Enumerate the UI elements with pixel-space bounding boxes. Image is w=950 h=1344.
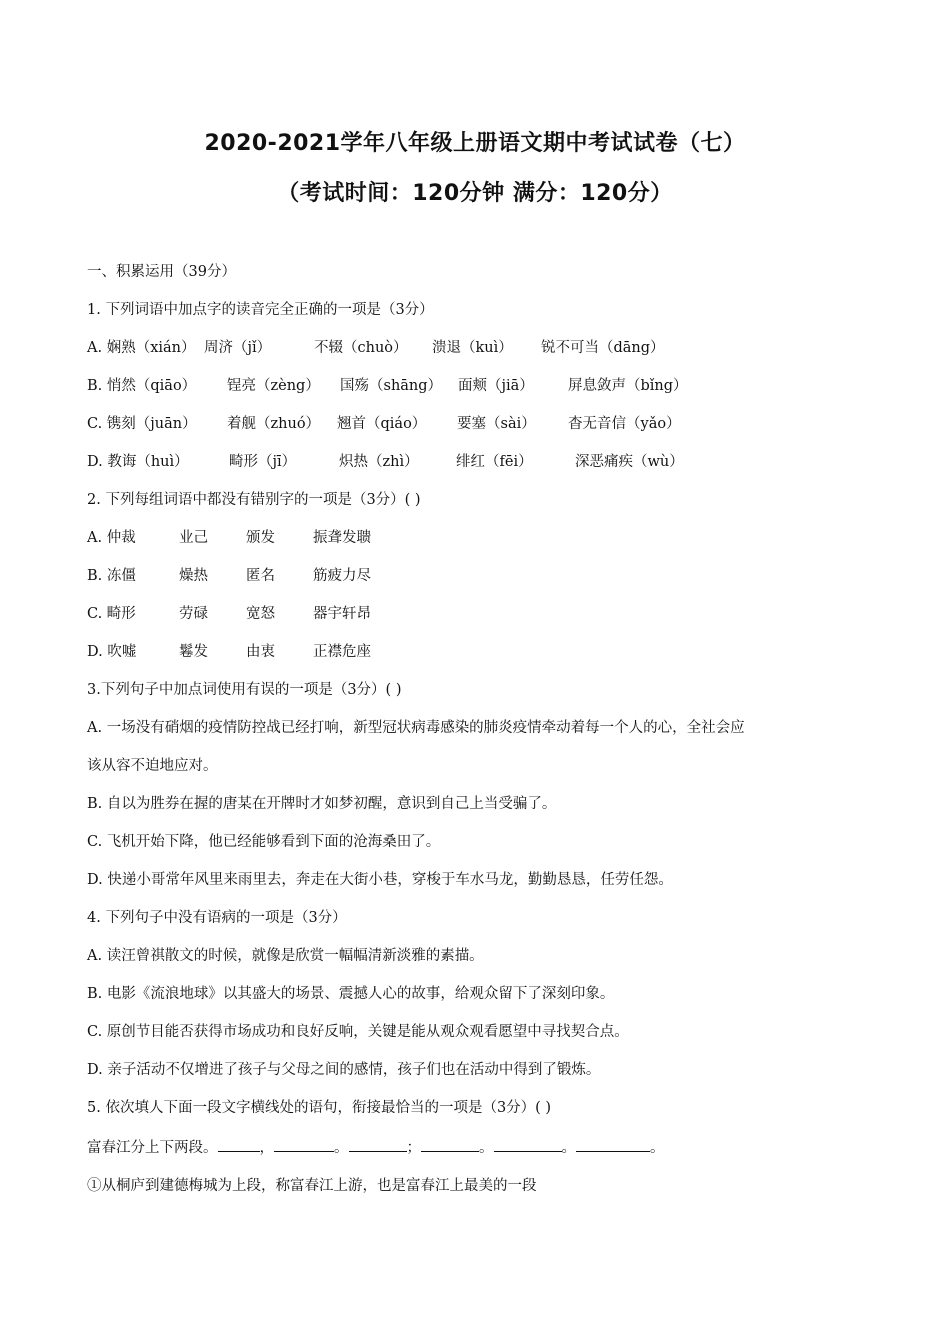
option-word: 锐不可当（dāng）: [541, 340, 665, 356]
question-3-option-c: C. 飞机开始下降，他已经能够看到下面的沧海桑田了。: [87, 834, 441, 850]
option-word: D. 吹嘘: [87, 644, 137, 660]
option-word: 面颊（jiā）: [458, 378, 534, 394]
option-word: 正襟危座: [313, 644, 371, 660]
option-word: B. 冻僵: [87, 568, 136, 584]
option-word: D. 教诲（huì）: [87, 454, 189, 470]
option-word: 屏息敛声（bǐng）: [568, 378, 688, 394]
question-1-option-b: [87, 376, 688, 396]
passage-text: 富春江分上下两段。: [87, 1140, 218, 1156]
question-4-option-d: D. 亲子活动不仅增进了孩子与父母之间的感情，孩子们也在活动中得到了锻炼。: [87, 1062, 601, 1078]
punctuation: 。: [334, 1140, 349, 1156]
option-word: 周济（jǐ）: [204, 340, 272, 356]
option-word: 振聋发聩: [313, 530, 371, 546]
option-word: 业己: [179, 530, 208, 546]
option-word: 炽热（zhì）: [339, 454, 419, 470]
punctuation: 。: [561, 1140, 576, 1156]
option-word: 颁发: [246, 530, 275, 546]
option-word: C. 畸形: [87, 606, 136, 622]
option-word: 宽怒: [246, 606, 275, 622]
option-word: 匿名: [246, 568, 275, 584]
option-word: 着舰（zhuó）: [227, 416, 321, 432]
question-4-option-c: C. 原创节目能否获得市场成功和良好反响，关键是能从观众观看愿望中寻找契合点。: [87, 1024, 629, 1040]
section-heading: 一、积累运用（39分）: [87, 264, 236, 280]
answer-blank[interactable]: [421, 1137, 479, 1152]
option-word: A. 仲裁: [87, 530, 136, 546]
option-word: 燥热: [179, 568, 208, 584]
option-word: 国殇（shāng）: [340, 378, 443, 394]
question-3-option-a-continued: 该从容不迫地应对。: [87, 758, 218, 774]
answer-blank[interactable]: [494, 1137, 562, 1152]
option-word: C. 镌刻（juān）: [87, 416, 197, 432]
answer-blank[interactable]: [274, 1137, 334, 1152]
question-2-option-c: [87, 604, 371, 624]
question-2-stem: 2. 下列每组词语中都没有错别字的一项是（3分）( ): [87, 492, 421, 508]
punctuation: ，: [259, 1140, 274, 1156]
option-word: 杳无音信（yǎo）: [568, 416, 681, 432]
question-1-option-c: [87, 414, 681, 434]
question-3-option-d: D. 快递小哥常年风里来雨里去，奔走在大街小巷，穿梭于车水马龙，勤勤恳恳，任劳任怨。: [87, 872, 673, 888]
option-word: 翘首（qiáo）: [337, 416, 427, 432]
question-1-option-d: [87, 452, 684, 472]
option-word: 劳碌: [179, 606, 208, 622]
question-5-stem: 5. 依次填人下面一段文字横线处的语句，衔接最恰当的一项是（3分）( ): [87, 1100, 552, 1116]
option-word: 鬈发: [179, 644, 208, 660]
question-3-stem: 3.下列句子中加点词使用有误的一项是（3分）( ): [87, 682, 402, 698]
question-3-option-b: B. 自以为胜券在握的唐某在开牌时才如梦初醒，意识到自己上当受骗了。: [87, 796, 557, 812]
option-word: 要塞（sài）: [457, 416, 536, 432]
question-2-option-d: [87, 642, 371, 662]
question-5-item-1: ①从桐庐到建德梅城为上段，称富春江上游，也是富春江上最美的一段: [87, 1178, 537, 1194]
option-word: 溃退（kuì）: [432, 340, 513, 356]
option-word: 锃亮（zèng）: [227, 378, 320, 394]
option-word: 畸形（jī）: [229, 454, 297, 470]
option-word: 深恶痛疾（wù）: [575, 454, 684, 470]
question-3-option-a: A. 一场没有硝烟的疫情防控战已经打响，新型冠状病毒感染的肺炎疫情牵动着每一个人的心，全社会应: [87, 720, 745, 736]
punctuation: ；: [406, 1140, 421, 1156]
answer-blank[interactable]: [349, 1137, 407, 1152]
answer-blank[interactable]: [218, 1137, 260, 1152]
option-word: 筋疲力尽: [313, 568, 371, 584]
option-word: 绯红（fēi）: [456, 454, 533, 470]
question-4-option-b: B. 电影《流浪地球》以其盛大的场景、震撼人心的故事，给观众留下了深刻印象。: [87, 986, 615, 1002]
question-4-option-a: A. 读汪曾祺散文的时候，就像是欣赏一幅幅清新淡雅的素描。: [87, 948, 484, 964]
question-4-stem: 4. 下列句子中没有语病的一项是（3分）: [87, 910, 347, 926]
option-word: 由衷: [246, 644, 275, 660]
answer-blank[interactable]: [576, 1137, 650, 1152]
punctuation: 。: [650, 1140, 665, 1156]
exam-subtitle: （考试时间：120分钟 满分：120分）: [277, 181, 673, 206]
question-1-option-a: [87, 338, 665, 358]
option-word: A. 娴熟（xián）: [87, 340, 196, 356]
question-2-option-a: [87, 528, 371, 548]
punctuation: 。: [479, 1140, 494, 1156]
question-5-passage: [87, 1137, 665, 1158]
option-word: B. 悄然（qiāo）: [87, 378, 197, 394]
question-1-stem: 1. 下列词语中加点字的读音完全正确的一项是（3分）: [87, 302, 434, 318]
option-word: 器宇轩昂: [313, 606, 371, 622]
option-word: 不辍（chuò）: [314, 340, 408, 356]
question-2-option-b: [87, 566, 371, 586]
exam-title: 2020-2021学年八年级上册语文期中考试试卷（七）: [204, 131, 746, 156]
